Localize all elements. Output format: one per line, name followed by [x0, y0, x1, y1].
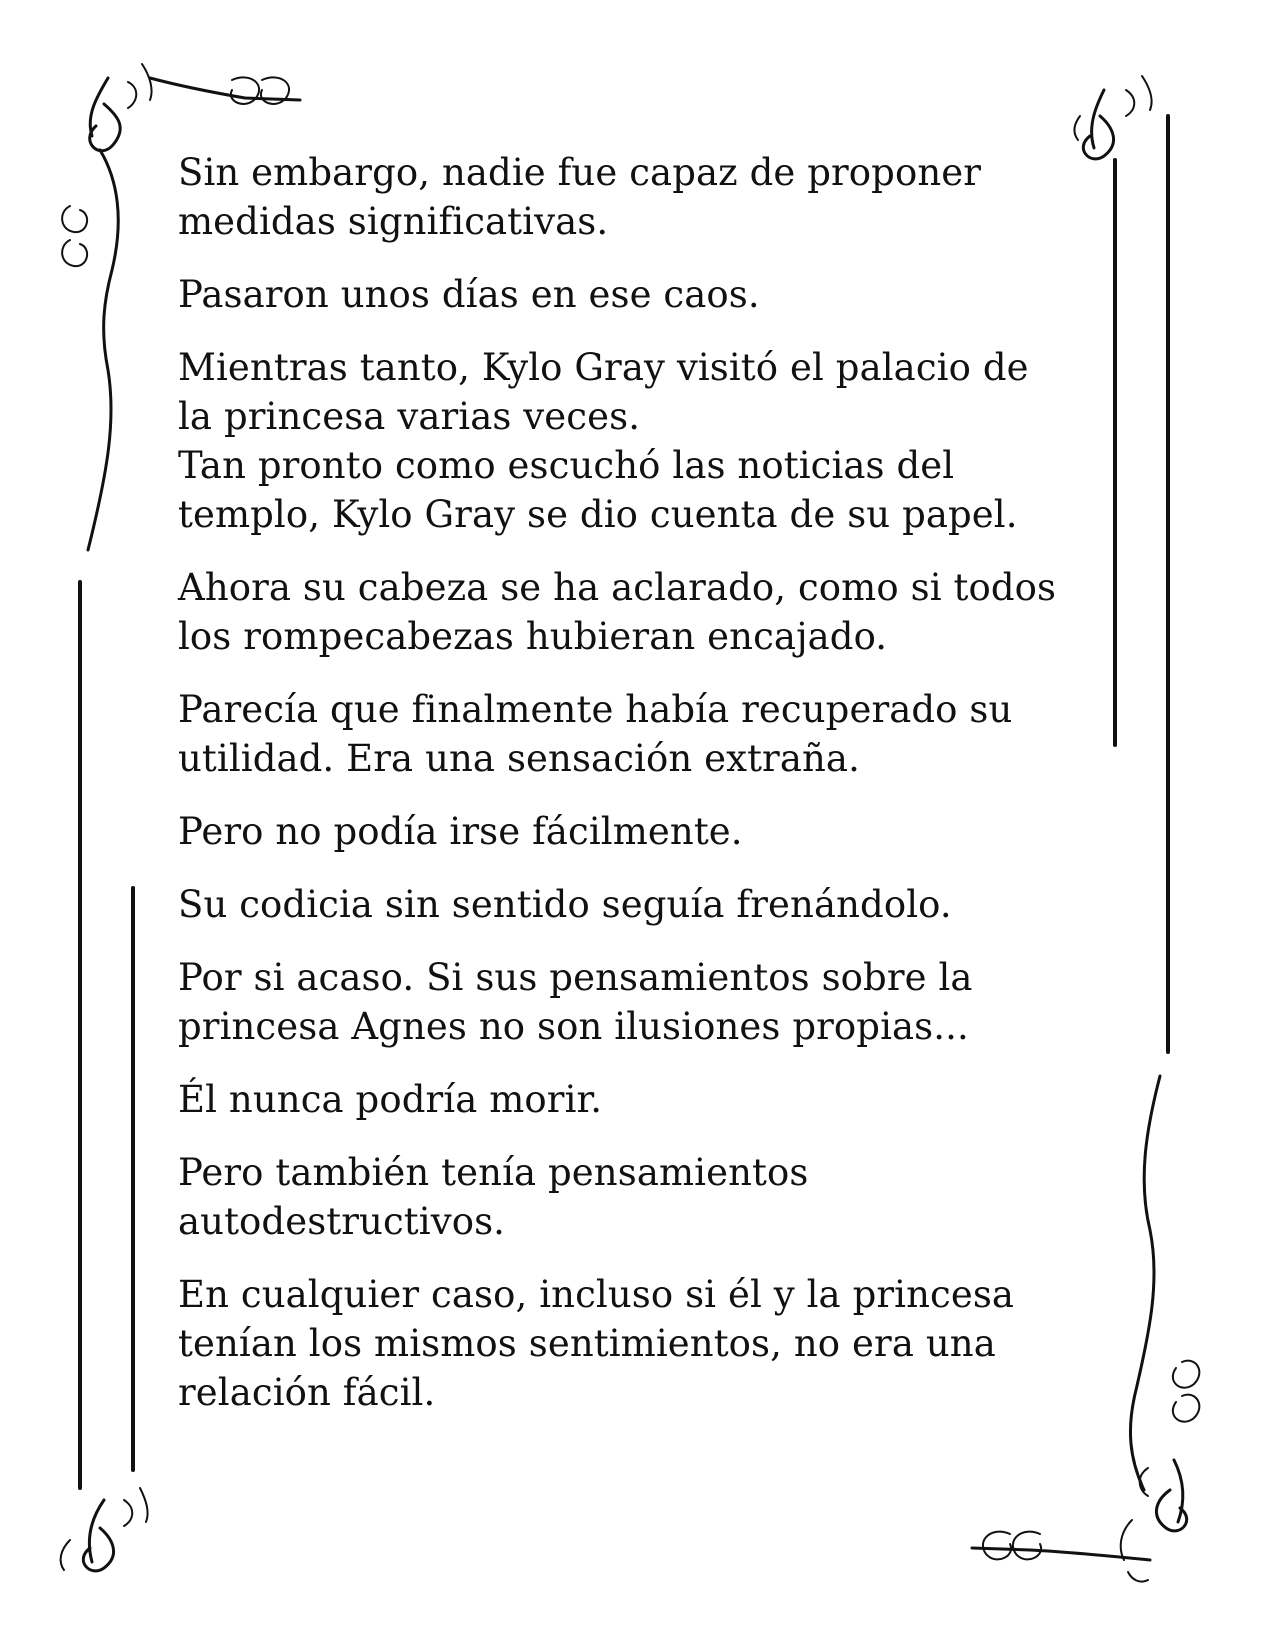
text-line: Sin embargo, nadie fue capaz de proponer — [178, 151, 982, 194]
paragraph — [178, 685, 1078, 783]
paragraph — [178, 563, 1078, 661]
text-line: medidas significativas. — [178, 200, 609, 243]
text-line: Por si acaso. Si sus pensamientos sobre la — [178, 956, 973, 999]
flourish-bottom-left-icon — [61, 1488, 148, 1571]
paragraph — [178, 807, 1078, 856]
paragraph — [178, 1148, 1078, 1246]
text-line: autodestructivos. — [178, 1200, 506, 1243]
text-line: templo, Kylo Gray se dio cuenta de su papel. — [178, 493, 1018, 536]
text-line: En cualquier caso, incluso si él y la princesa — [178, 1273, 1015, 1316]
text-line: los rompecabezas hubieran encajado. — [178, 615, 888, 658]
text-line: Parecía que finalmente había recuperado su — [178, 688, 1013, 731]
paragraph — [178, 148, 1078, 246]
flourish-top-right-icon — [1074, 76, 1151, 159]
paragraph — [178, 270, 1078, 319]
text-line: utilidad. Era una sensación extraña. — [178, 737, 860, 780]
text-line: relación fácil. — [178, 1371, 436, 1414]
paragraph — [178, 1270, 1078, 1417]
text-line: Su codicia sin sentido seguía frenándolo. — [178, 883, 952, 926]
text-line: princesa Agnes no son ilusiones propias... — [178, 1005, 969, 1048]
text-line: Pasaron unos días en ese caos. — [178, 273, 760, 316]
text-line: tenían los mismos sentimientos, no era una — [178, 1322, 996, 1365]
paragraph — [178, 343, 1078, 539]
text-line: Tan pronto como escuchó las noticias del — [178, 444, 955, 487]
text-line: Pero no podía irse fácilmente. — [178, 810, 743, 853]
text-line: Mientras tanto, Kylo Gray visitó el palacio de — [178, 346, 1029, 389]
paragraph — [178, 880, 1078, 929]
paragraph — [178, 1075, 1078, 1124]
text-line: la princesa varias veces. — [178, 395, 641, 438]
story-text — [178, 148, 1078, 1441]
paragraph — [178, 953, 1078, 1051]
text-line: Ahora su cabeza se ha aclarado, como si todos — [178, 566, 1057, 609]
text-line: Pero también tenía pensamientos — [178, 1151, 809, 1194]
text-line: Él nunca podría morir. — [178, 1078, 603, 1121]
